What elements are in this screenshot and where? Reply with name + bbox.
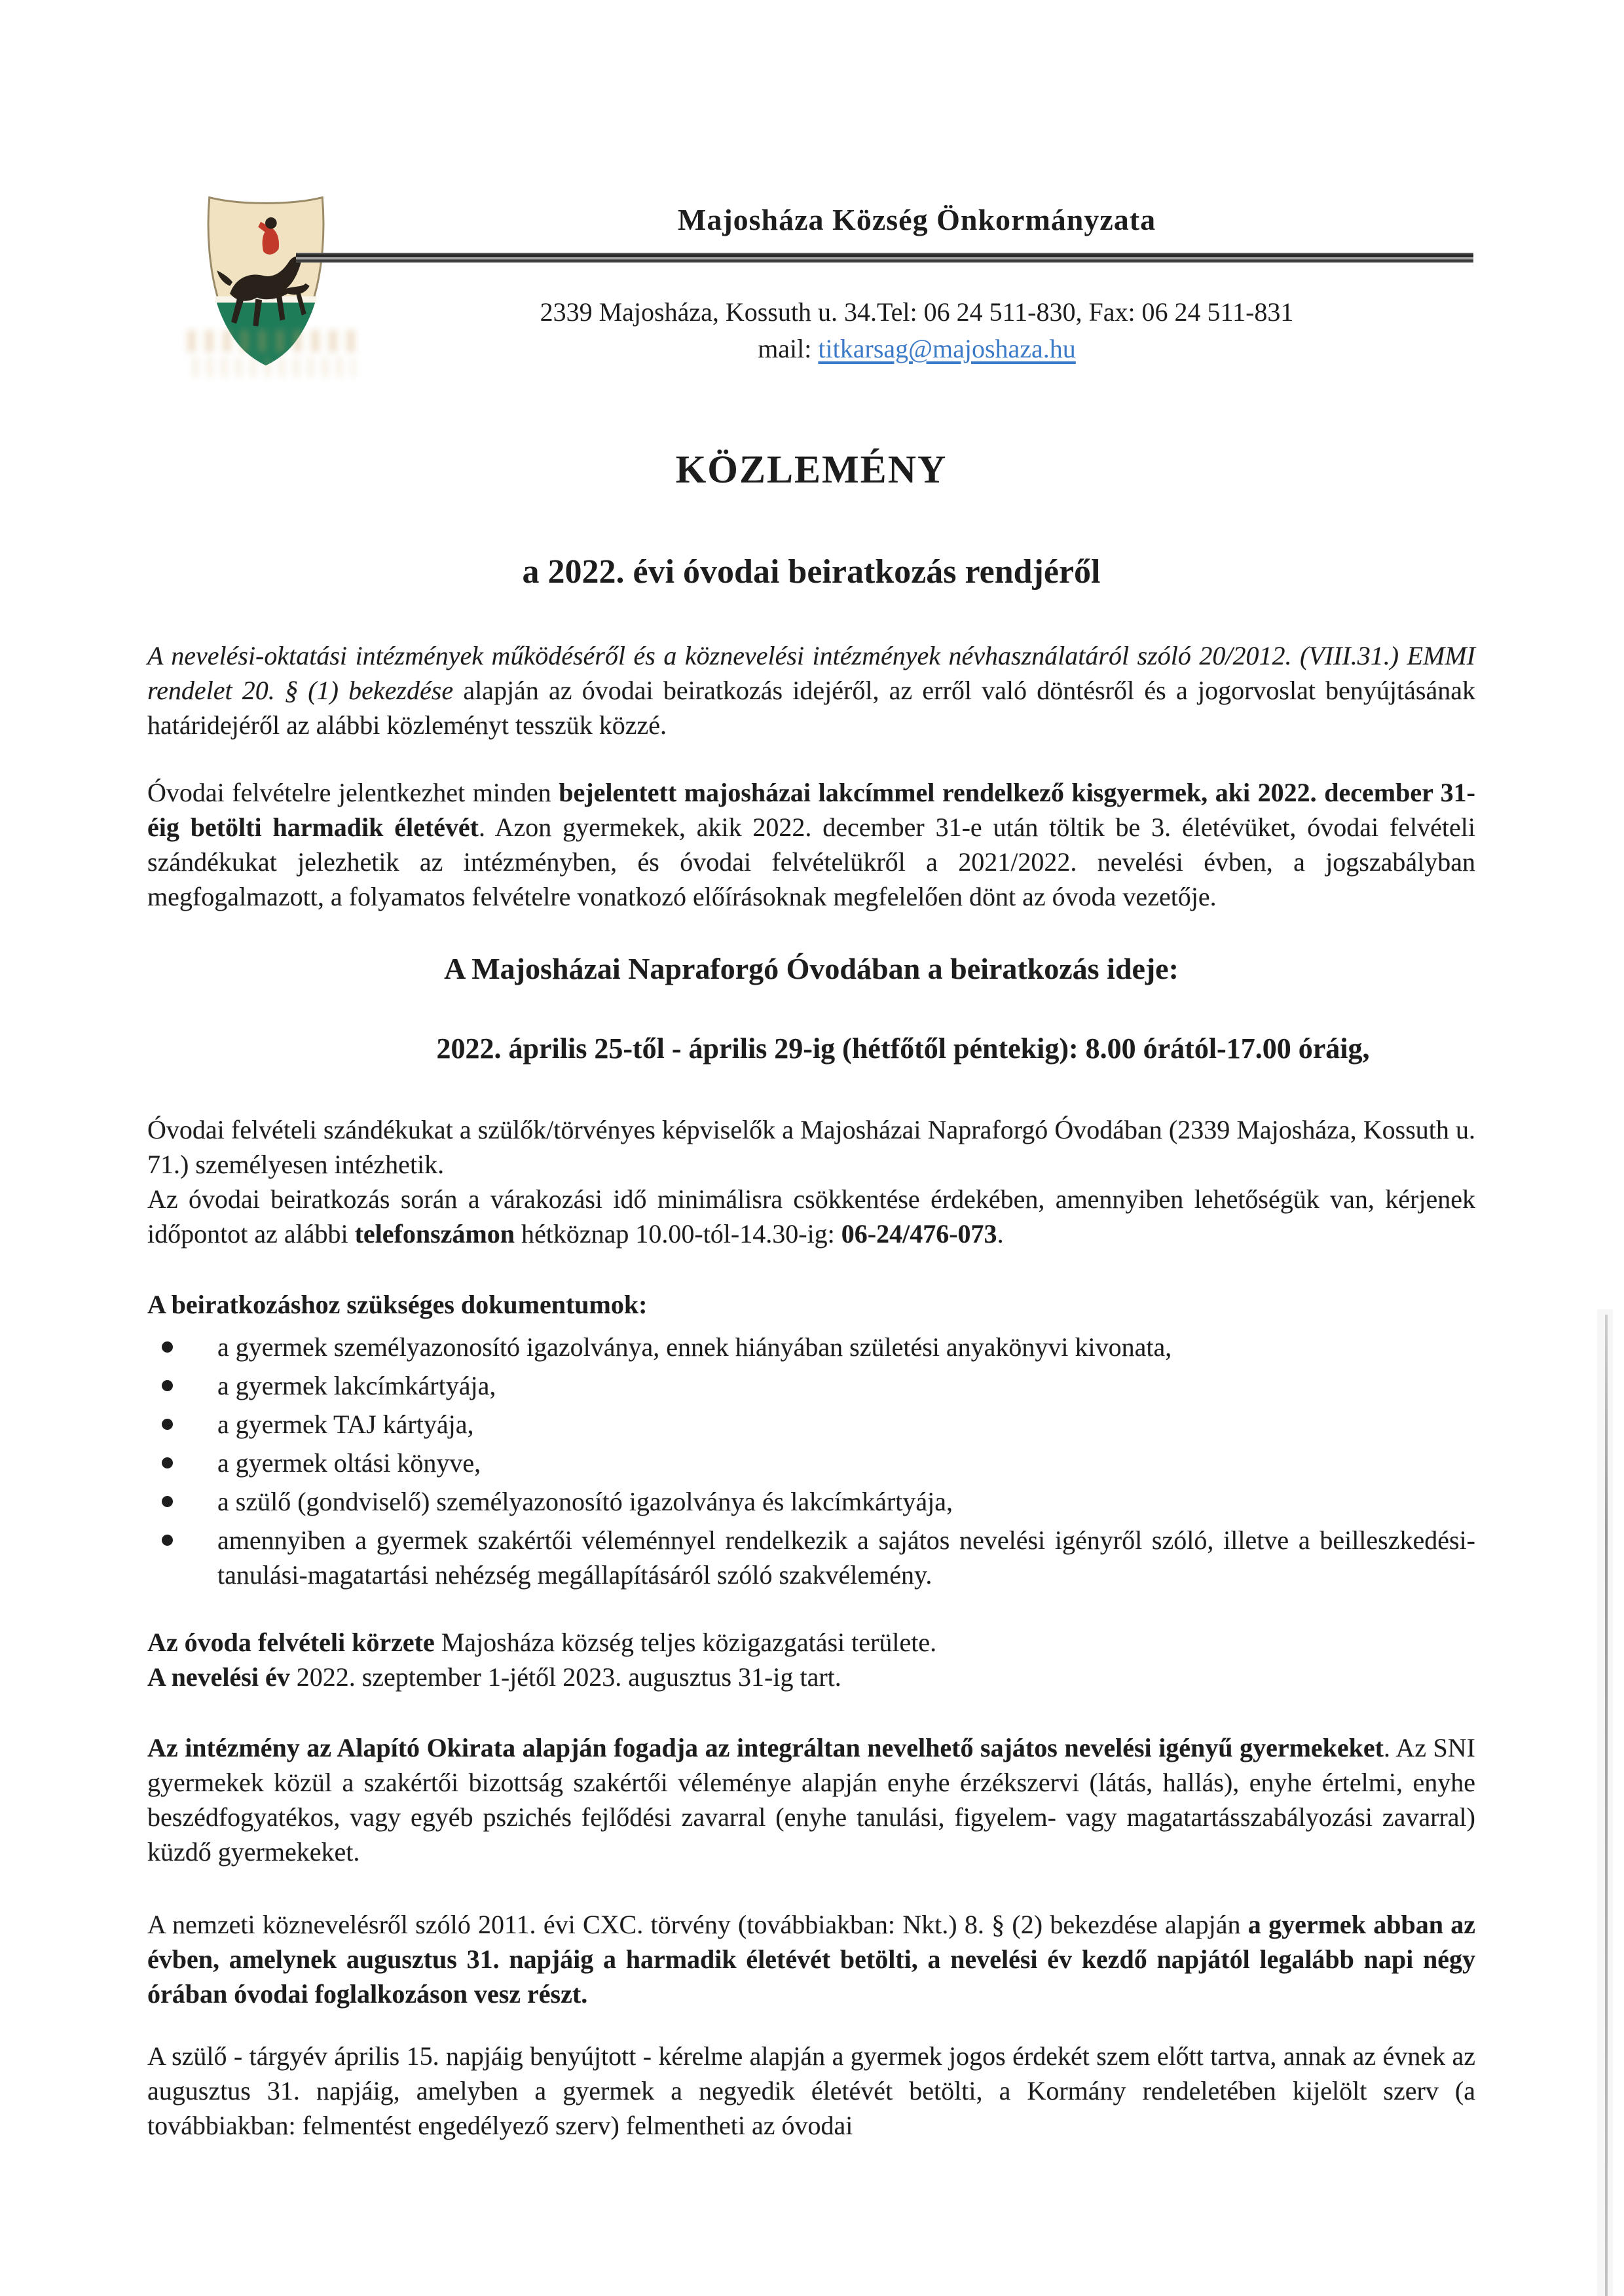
intro-paragraph (147, 638, 1475, 742)
bullet-icon (162, 1496, 173, 1507)
list-item-text: a szülő (gondviselő) személyazonosító igazolványa és lakcímkártyája, (217, 1487, 953, 1516)
text-run: . Azon gyermekek, akik 2022. december 31-e után töltik be 3. életévüket, óvodai felvételi szándékukat jelezhetik az intézményben, és óvodai felvételükről a 2021/2022. nevelési évben, a jogszabályban megfogalmazott, a folyamatos felvételre vonatkozó előírásoknak megfelelően dönt az óvoda vezetője. (147, 812, 1475, 911)
text-run: Az intézmény az Alapító Okirata alapján fogadja az integráltan nevelhető sajátos nevelési igényű gyermekeket (147, 1733, 1384, 1762)
bullet-icon (162, 1341, 173, 1353)
enrollment-dates: 2022. április 25-től - április 29-ig (hétfőtől péntekig): 8.00 órától-17.00 óráig, (436, 1032, 1370, 1065)
list-item-text: a gyermek oltási könyve, (217, 1448, 481, 1478)
text-run: A nemzeti köznevelésről szóló 2011. évi CXC. törvény (továbbiakban: Nkt.) 8. § (2) bekezdése alapján (147, 1910, 1248, 1939)
mail-label: mail: (758, 334, 819, 363)
list-item (147, 1484, 1475, 1519)
appointment-paragraph (147, 1182, 1475, 1251)
document-body (147, 432, 1475, 2143)
list-item-text: a gyermek személyazonosító igazolványa, ennek hiányában születési anyakönyvi kivonata, (217, 1332, 1172, 1362)
text-run: alapján az óvodai beiratkozás idejéről, az erről való döntésről és a jogorvoslat benyújtásának határidejéről az alábbi közleményt tesszük közzé. (147, 676, 1475, 740)
text-run: . (997, 1219, 1004, 1248)
document-subtitle: a 2022. évi óvodai beiratkozás rendjéről (522, 553, 1101, 591)
bullet-icon (162, 1457, 173, 1468)
list-item-text: a gyermek lakcímkártyája, (217, 1371, 496, 1400)
text-run: 2022. szeptember 1-jétől 2023. augusztus 31-ig tart. (289, 1662, 841, 1692)
list-item (147, 1330, 1475, 1364)
email-link[interactable]: titkarsag@majoshaza.hu (818, 334, 1076, 363)
document-title: KÖZLEMÉNY (675, 448, 948, 491)
bullet-icon (162, 1419, 173, 1430)
list-item (147, 1407, 1475, 1442)
documents-heading: A beiratkozáshoz szükséges dokumentumok: (147, 1290, 648, 1319)
contact-line: 2339 Majosháza, Kossuth u. 34.Tel: 06 24 511-830, Fax: 06 24 511-831 (540, 297, 1294, 327)
text-run: telefonszámon (354, 1219, 515, 1248)
list-item (147, 1368, 1475, 1403)
text-run: . Az SNI gyermekek közül a szakértői bizottság szakértői véleménye alapján enyhe érzékszervi (látás, hallás), enyhe értelmi, enyhe beszédfogyatékos, vagy egyéb pszichés fejlődési zavarral (enyhe tanulási, figyelem- vagy magatartásszabályozási zavarral) küzdő gyermekeket. (147, 1733, 1475, 1867)
letterhead (308, 203, 1526, 237)
header-divider (296, 253, 1473, 263)
bullet-icon (162, 1535, 173, 1546)
scan-artifact-line (1605, 1315, 1608, 2296)
text-run: Óvodai felvételre jelentkezhet minden (147, 778, 559, 807)
school-year-paragraph (147, 1660, 1475, 1694)
eligibility-paragraph (147, 775, 1475, 914)
district-paragraph (147, 1625, 1475, 1660)
text-run: hétköznap 10.00-tól-14.30-ig: (515, 1219, 841, 1248)
exemption-paragraph: A szülő - tárgyév április 15. napjáig benyújtott - kérelme alapján a gyermek jogos érdekét szem előtt tartva, annak az évnek az augusztus 31. napjáig, amelyben a gyermek a negyedik életévét betölti, a Kormány rendeletében kijelölt szerv (a továbbiakban: felmentést engedélyező szerv) felmentheti az óvodai (147, 2041, 1475, 2140)
apply-paragraph: Óvodai felvételi szándékukat a szülők/törvényes képviselők a Majosházai Napraforgó Óvodában (2339 Majosháza, Kossuth u. 71.) személyesen intézhetik. (147, 1115, 1475, 1179)
mail-line (308, 333, 1526, 365)
text-run: A nevelési év (147, 1662, 290, 1692)
text-run: bejelentett majosházai lakcímmel rendelkező kisgyermek, aki 2022. december 31-éig betölti harmadik életévét (147, 778, 1475, 842)
list-item-text: a gyermek TAJ kártyája, (217, 1410, 474, 1439)
law-paragraph (147, 1907, 1475, 2011)
enrollment-heading: A Majosházai Napraforgó Óvodában a beiratkozás ideje: (444, 952, 1179, 985)
text-run: A nevelési-oktatási intézmények működéséről és a köznevelési intézmények névhasználatáról szóló 20/2012. (VIII.31.) EMMI rendelet 20. § (1) bekezdése (147, 641, 1475, 705)
documents-list (147, 1330, 1475, 1592)
text-run: Az óvoda felvételi körzete (147, 1628, 435, 1657)
bullet-icon (162, 1380, 173, 1391)
phone-number: 06-24/476-073 (841, 1219, 997, 1248)
list-item-text: amennyiben a gyermek szakértői véleménnyel rendelkezik a sajátos nevelési igényről szóló, illetve a beilleszkedési-tanulási-magatartási nehézség megállapításáról szóló szakvélemény. (217, 1525, 1475, 1590)
sni-paragraph (147, 1730, 1475, 1869)
org-title: Majosháza Község Önkormányzata (677, 203, 1156, 236)
list-item (147, 1446, 1475, 1480)
list-item (147, 1523, 1475, 1592)
text-run: a gyermek abban az évben, amelynek augusztus 31. napjáig a harmadik életévét betölti, a nevelési év kezdő napjától legalább napi négy órában óvodai foglalkozáson vesz részt. (147, 1910, 1475, 2009)
text-run: Majosháza község teljes közigazgatási területe. (434, 1628, 937, 1657)
text-run: Az óvodai beiratkozás során a várakozási idő minimálisra csökkentése érdekében, amennyiben lehetőségük van, kérjenek időpontot az alábbi (147, 1184, 1475, 1248)
